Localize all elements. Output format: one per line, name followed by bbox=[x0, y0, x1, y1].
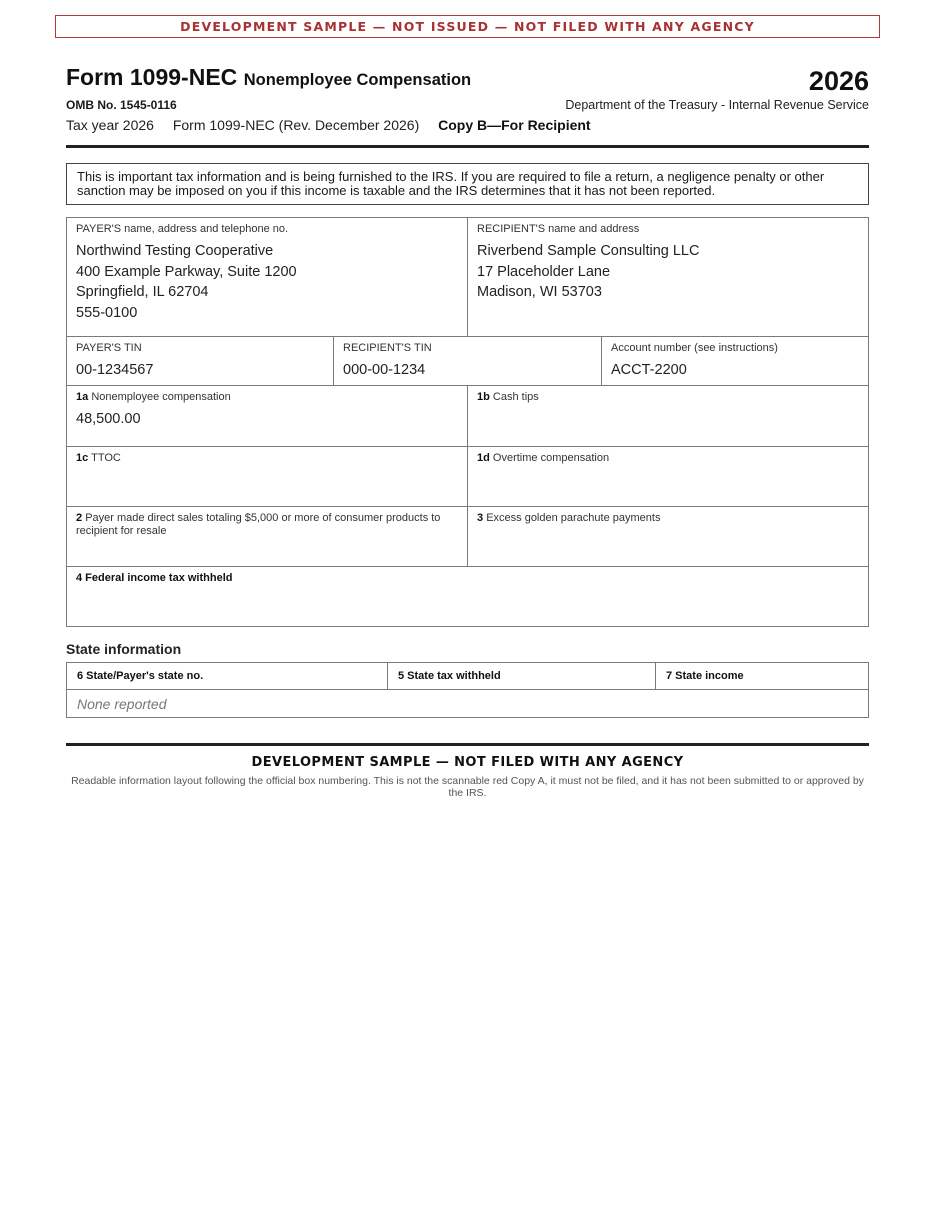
box-1c bbox=[66, 446, 468, 507]
box-3-number: 3 bbox=[477, 512, 484, 524]
account-number-value: ACCT-2200 bbox=[611, 362, 687, 378]
box-1a-title: Nonemployee compensation bbox=[91, 391, 231, 403]
recipient-street: 17 Placeholder Lane bbox=[477, 263, 611, 280]
box-3-label bbox=[477, 512, 859, 525]
box-4 bbox=[66, 566, 869, 627]
copy-designation: Copy B—For Recipient bbox=[438, 117, 591, 133]
payer-label: PAYER'S name, address and telephone no. bbox=[76, 223, 289, 235]
box-1b bbox=[467, 385, 869, 447]
payer-box bbox=[66, 217, 468, 337]
header-divider bbox=[66, 145, 869, 148]
state-col-income: 7 State income bbox=[655, 663, 869, 689]
box-1d-number: 1d bbox=[477, 452, 490, 464]
tax-year-row bbox=[66, 117, 869, 135]
account-number-box bbox=[601, 336, 869, 386]
box-1a-value: 48,500.00 bbox=[76, 411, 141, 427]
box-2-number: 2 bbox=[76, 512, 83, 524]
omb-row bbox=[66, 98, 869, 114]
box-1d bbox=[467, 446, 869, 507]
recipient-tin-label: RECIPIENT'S TIN bbox=[343, 342, 432, 354]
payer-street: 400 Example Parkway, Suite 1200 bbox=[76, 263, 297, 280]
payer-name: Northwind Testing Cooperative bbox=[76, 243, 274, 259]
recipient-info bbox=[477, 241, 859, 303]
box-1a-number: 1a bbox=[76, 391, 89, 403]
payer-info bbox=[76, 241, 458, 323]
box-1c-number: 1c bbox=[76, 452, 89, 464]
form-name: Form 1099-NEC bbox=[66, 64, 238, 90]
recipient-name: Riverbend Sample Consulting LLC bbox=[477, 243, 700, 259]
box-4-label: 4 Federal income tax withheld bbox=[76, 572, 233, 584]
footer-note: Readable information layout following the official box numbering. This is not the scannable red Copy A, it must not be filed, and it has not been submitted to or approved by the IRS. bbox=[71, 775, 864, 799]
form-year: 2026 bbox=[808, 66, 869, 96]
recipient-label: RECIPIENT'S name and address bbox=[477, 223, 640, 235]
recipient-tin-value: 000-00-1234 bbox=[343, 362, 426, 378]
form-revision: Form 1099-NEC (Rev. December 2026) bbox=[172, 117, 420, 133]
box-2 bbox=[66, 506, 468, 567]
state-information-table bbox=[66, 662, 869, 718]
form-subtitle: Nonemployee Compensation bbox=[243, 71, 472, 89]
state-table-header bbox=[67, 663, 868, 690]
box-1b-title: Cash tips bbox=[492, 391, 539, 403]
omb-number: OMB No. 1545-0116 bbox=[66, 98, 177, 112]
account-number-label: Account number (see instructions) bbox=[611, 342, 778, 354]
box-1d-label bbox=[477, 452, 859, 465]
recipient-box bbox=[467, 217, 869, 337]
payer-city: Springfield, IL 62704 bbox=[76, 284, 209, 300]
form-title-row bbox=[66, 64, 869, 96]
payer-tin-box bbox=[66, 336, 334, 386]
state-empty-row: None reported bbox=[77, 696, 167, 712]
irs-notice: This is important tax information and is being furnished to the IRS. If you are required to file a return, a negligence penalty or other sanction may be imposed on you if this income is taxable and the IRS determines that it has not been reported. bbox=[66, 163, 869, 205]
payer-tin-value: 00-1234567 bbox=[76, 362, 154, 378]
box-2-label bbox=[76, 512, 458, 538]
footer-divider bbox=[66, 743, 869, 746]
state-col-state-no: 6 State/Payer's state no. bbox=[77, 670, 204, 682]
box-2-title: Payer made direct sales totaling $5,000 or more of consumer products to recipient for resale bbox=[76, 512, 441, 537]
box-1a bbox=[66, 385, 468, 447]
development-sample-banner: DEVELOPMENT SAMPLE — NOT ISSUED — NOT FILED WITH ANY AGENCY bbox=[55, 15, 880, 38]
payer-tin-label: PAYER'S TIN bbox=[76, 342, 142, 354]
box-1b-label bbox=[477, 391, 859, 404]
department-name: Department of the Treasury - Internal Revenue Service bbox=[565, 98, 869, 112]
box-1c-label bbox=[76, 452, 458, 465]
box-3-title: Excess golden parachute payments bbox=[486, 512, 661, 524]
payer-phone: 555-0100 bbox=[76, 304, 138, 321]
state-col-tax-withheld: 5 State tax withheld bbox=[387, 663, 656, 689]
box-1a-label bbox=[76, 391, 458, 404]
box-1c-title: TTOC bbox=[91, 452, 121, 464]
recipient-city: Madison, WI 53703 bbox=[477, 284, 602, 300]
tax-year: Tax year 2026 bbox=[66, 117, 154, 133]
footer-title: DEVELOPMENT SAMPLE — NOT FILED WITH ANY AGENCY bbox=[251, 755, 684, 770]
box-1b-number: 1b bbox=[477, 391, 490, 403]
box-3 bbox=[467, 506, 869, 567]
recipient-tin-box bbox=[333, 336, 602, 386]
box-1d-title: Overtime compensation bbox=[492, 452, 610, 464]
state-information-heading: State information bbox=[66, 641, 182, 657]
